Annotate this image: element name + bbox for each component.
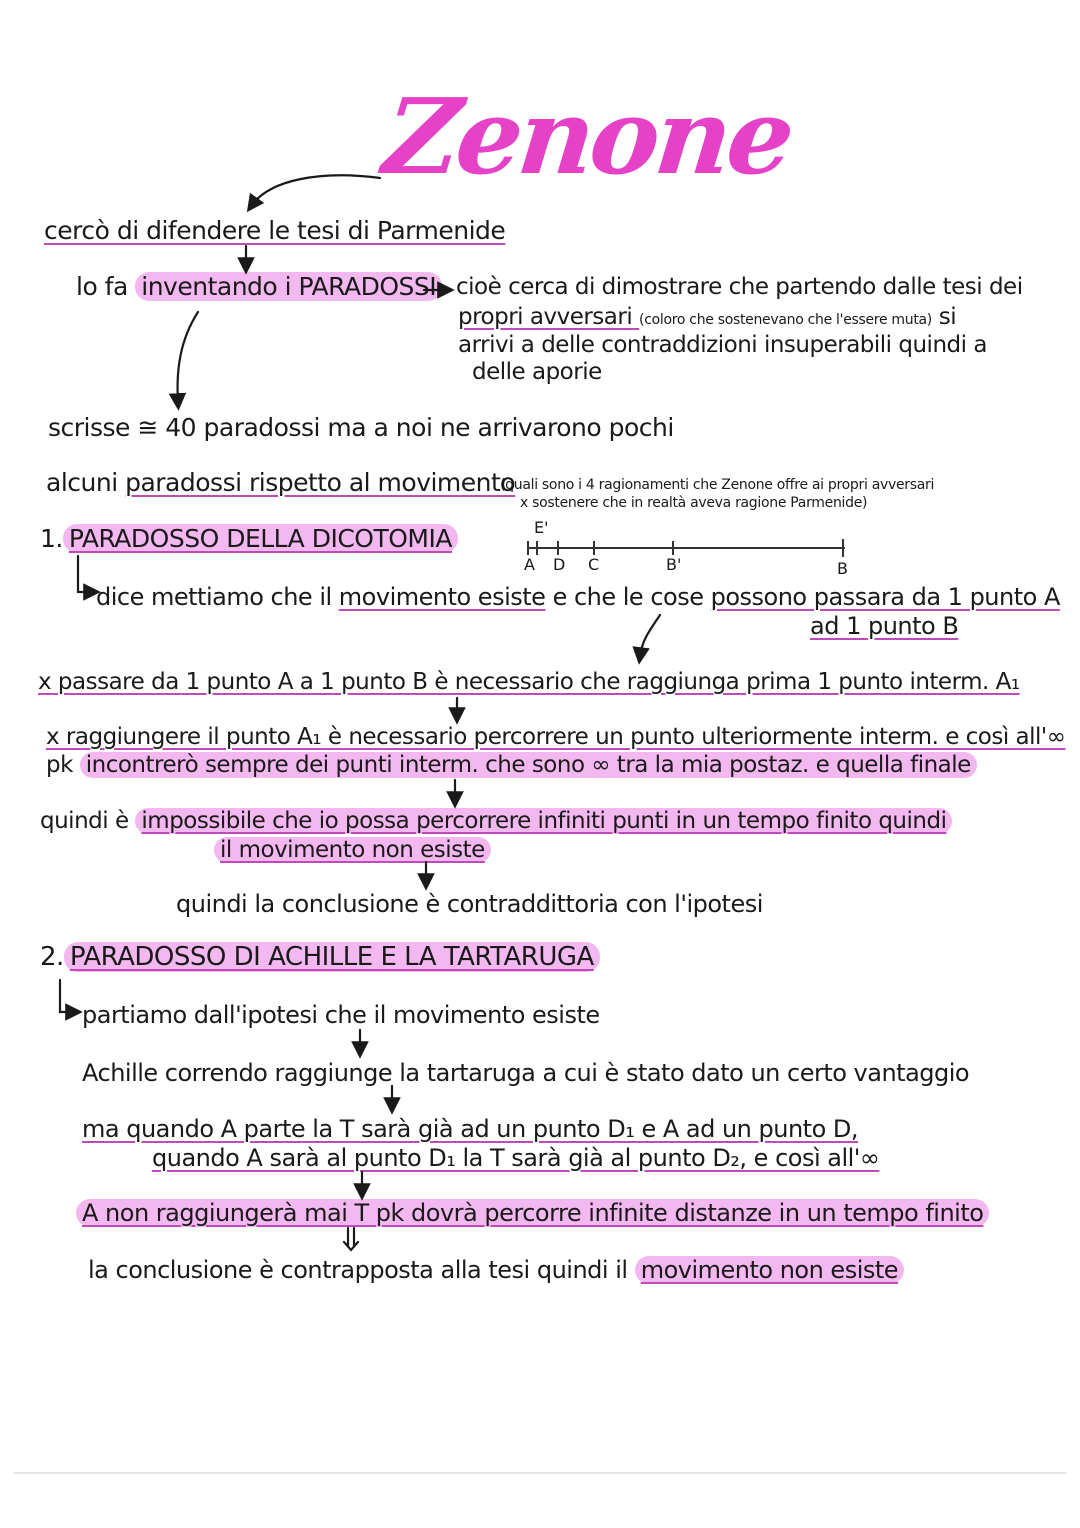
intro-line-defend [44,216,505,246]
arrow-paradox2-detail [60,980,74,1012]
explain-si: si [931,304,957,330]
explain-line-1: cioè cerca di dimostrare che partendo dalle tesi dei [456,274,1023,300]
some-underlined: paradossi rispetto al movimento [125,468,516,497]
paradox2-line-6 [88,1255,904,1285]
paradox1-line-7 [214,835,491,865]
diagram-label-a: A [524,555,535,574]
explain-line-4: delle aporie [472,359,602,385]
intro-line-paradoxes [76,272,442,302]
diagram-label-b: B [837,559,848,578]
intro-highlight: inventando i PARADOSSI [135,272,442,301]
page-title: Zenone [378,75,797,198]
intro-defend-text: cercò di difendere le tesi di Parmenide [44,216,506,245]
diagram-label-d: D [553,555,566,574]
some-note-2: x sostenere che in realtà aveva ragione Parmenide) [520,495,868,511]
explain-line-2 [458,302,956,332]
explain-opponents: propri avversari [458,304,640,330]
p2-l6-prefix: la conclusione è contrapposta alla tesi quindi il [88,1256,635,1284]
arrow-double-down [348,1228,354,1246]
diagram-label-b-prime: B' [666,555,682,574]
explain-line-3: arrivi a delle contraddizioni insuperabili quindi a [458,332,987,358]
paradox1-line-6 [40,806,952,836]
some-paradoxes-line [46,468,515,498]
p2-l6-highlight: movimento non esiste [635,1256,904,1284]
p1-l6-highlight: impossibile che io possa percorrere infiniti punti in un tempo finito quindi [135,808,952,834]
arrow-paradox1-detail [78,556,92,592]
p1-l7-highlight: il movimento non esiste [214,837,491,863]
p1-l1b: movimento esiste [338,583,546,611]
arrow-le-cose [640,615,660,656]
intro-prefix: lo fa [76,272,136,301]
paradox2-heading [40,942,600,972]
p1-l1c: e che le cose [545,583,711,611]
paradox2-line-3: ma quando A parte la T sarà già ad un punto D₁ e A ad un punto D, [82,1115,859,1143]
paradox1-line-3: x passare da 1 punto A a 1 punto B è necessario che raggiunga prima 1 punto interm. A₁ [38,669,1020,695]
p1-l1d: possono passara da 1 punto A [710,583,1060,611]
paradox2-line-2: Achille correndo raggiunge la tartaruga a cui è stato dato un certo vantaggio [82,1059,970,1087]
p1-l1a: dice mettiamo che il [96,583,339,611]
paradox1-line-4: x raggiungere il punto A₁ è necessario percorrere un punto ulteriormente interm. e così all'∞ [46,724,1066,750]
diagram-label-c: C [588,555,600,574]
diagram-label-e-prime: E' [534,518,549,537]
some-prefix: alcuni [46,468,126,497]
arrow-double-head [344,1242,358,1250]
dichotomy-diagram [528,539,845,557]
paradox2-line-5 [76,1198,989,1228]
wrote-line: scrisse ≅ 40 paradossi ma a noi ne arrivarono pochi [48,413,674,442]
p1-l6-prefix: quindi è [40,808,136,834]
paradox1-line-8: quindi la conclusione è contraddittoria con l'ipotesi [176,890,763,918]
paradox2-line-1: partiamo dall'ipotesi che il movimento esiste [82,1001,600,1029]
paradox2-line-4: quando A sarà al punto D₁ la T sarà già al punto D₂, e così all'∞ [152,1144,880,1172]
paradox1-heading [40,524,458,554]
paradox2-title: PARADOSSO DI ACHILLE E LA TARTARUGA [64,942,600,972]
paradox1-number: 1. [40,524,63,553]
p2-l5-highlight: A non raggiungerà mai T pk dovrà percorre infinite distanze in un tempo finito [76,1199,989,1227]
paradox1-line-1 [96,582,1060,612]
p1-l2: ad 1 punto B [810,612,959,640]
paradox1-line-5 [46,750,977,780]
paradox2-number: 2. [40,942,64,972]
p1-l5-highlight: incontrerò sempre dei punti interm. che sono ∞ tra la mia postaz. e quella finale [80,752,977,778]
page-bottom-divider [14,1472,1066,1474]
explain-note: (coloro che sostenevano che l'essere muta) [639,312,932,328]
arrow-down-to-wrote [178,312,198,402]
paradox1-title: PARADOSSO DELLA DICOTOMIA [63,524,458,553]
p1-l5-prefix: pk [46,752,80,778]
arrow-title-to-intro [252,175,380,205]
paradox1-line-2 [810,611,958,641]
some-note-1: (quali sono i 4 ragionamenti che Zenone offre ai propri avversari [500,477,935,493]
